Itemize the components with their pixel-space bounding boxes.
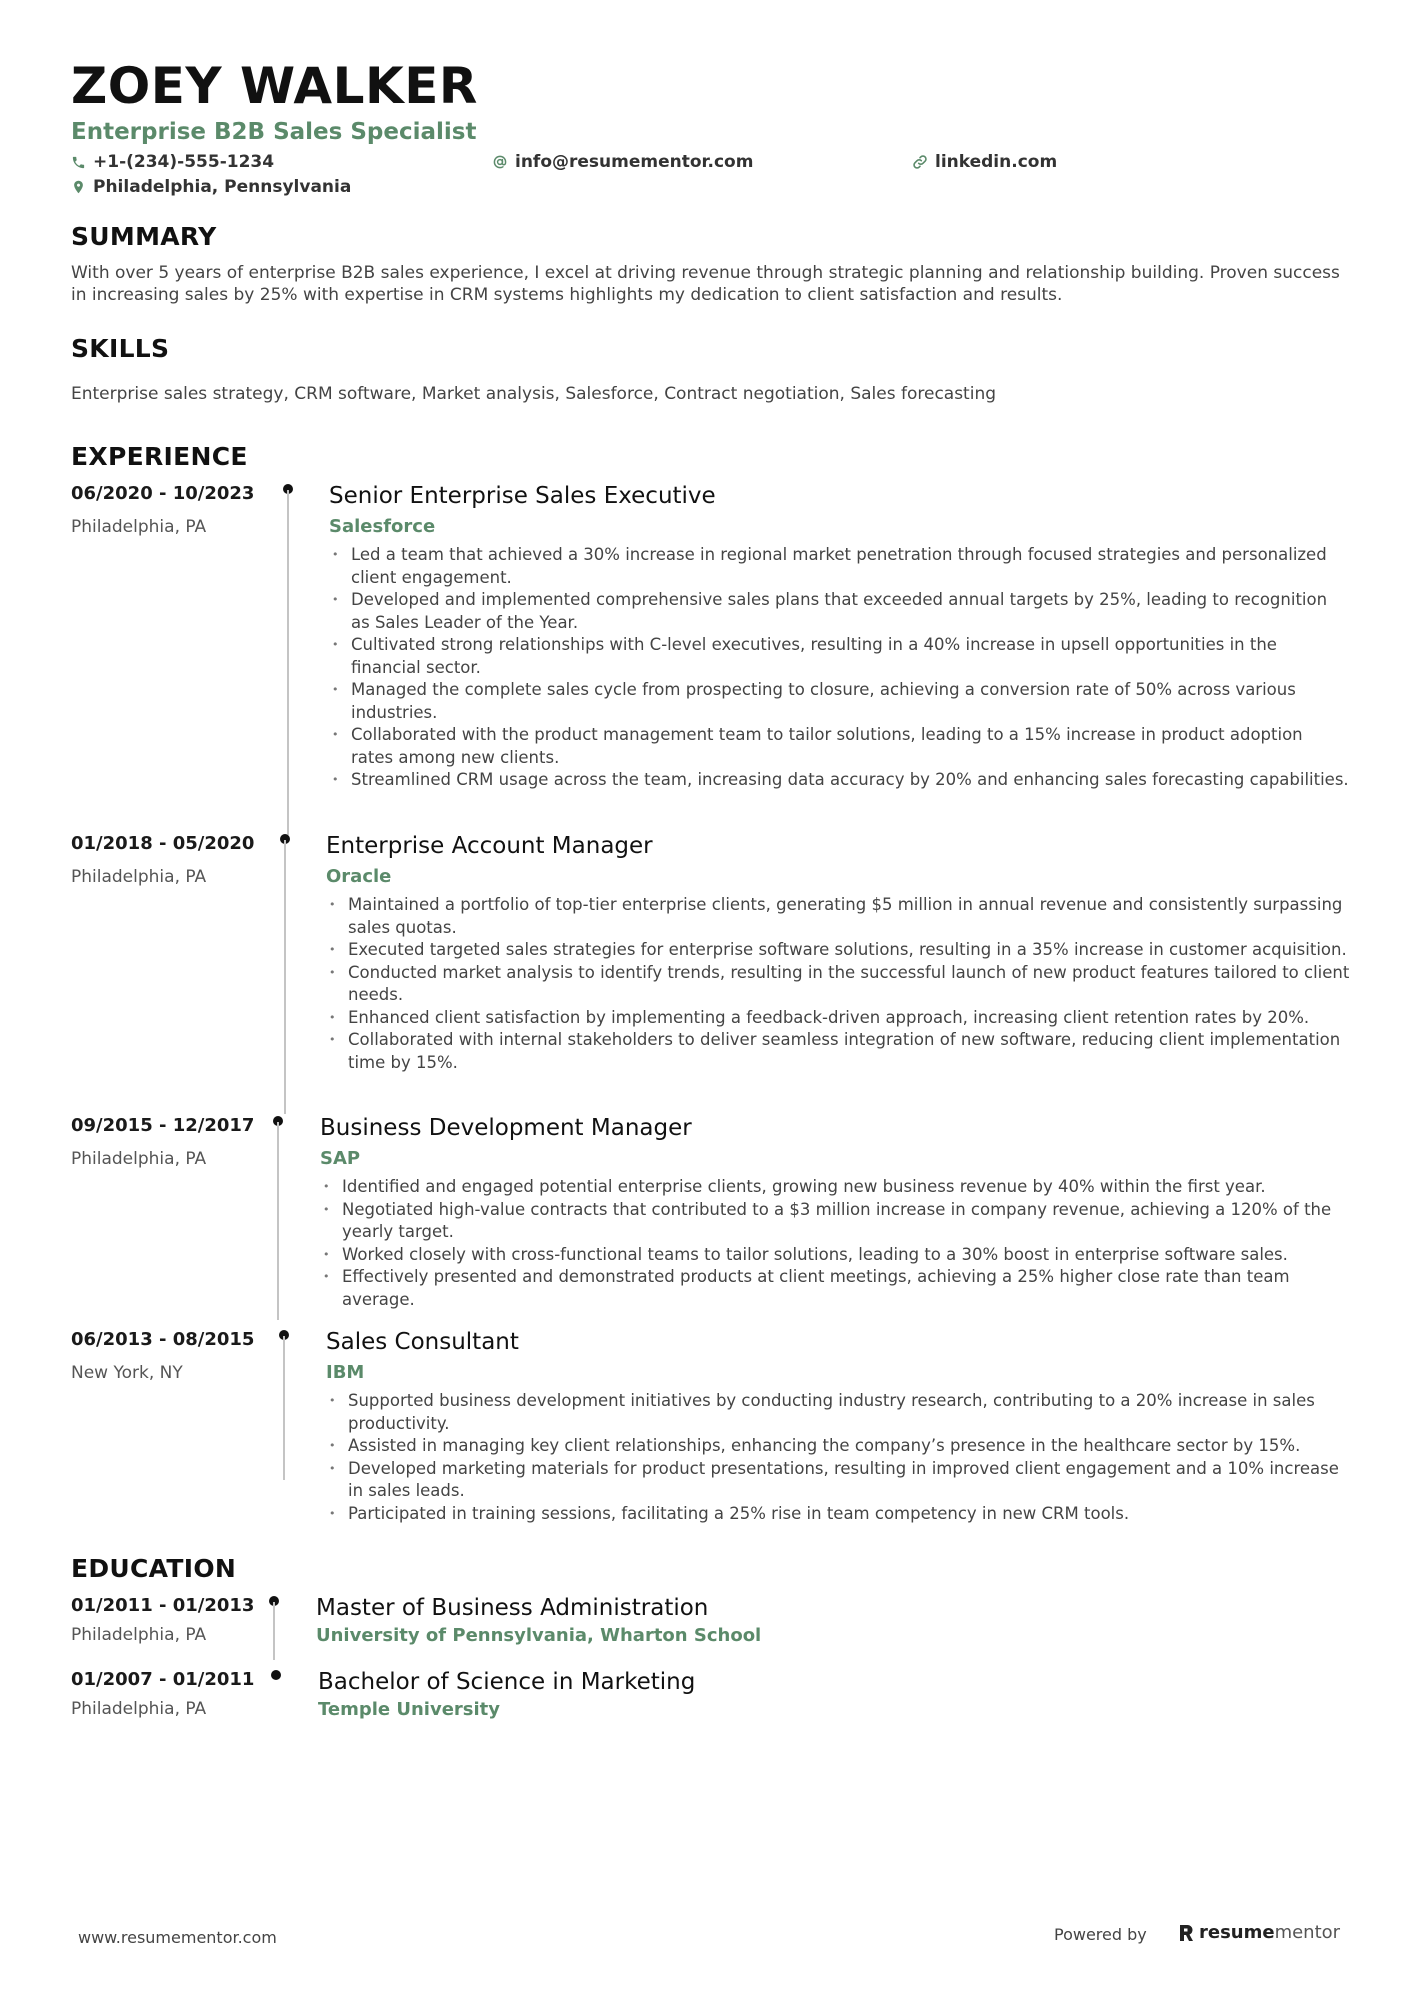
achievement-list (326, 1390, 1351, 1525)
company-name: IBM (326, 1362, 365, 1383)
phone-text: +1-(234)-555-1234 (93, 152, 275, 172)
education-heading: EDUCATION (71, 1554, 237, 1583)
achievement-list (326, 894, 1351, 1074)
degree-title: Master of Business Administration (316, 1595, 709, 1621)
email-text: info@resumementor.com (515, 152, 754, 172)
brand-name-bold: resume (1199, 1922, 1275, 1943)
experience-location: Philadelphia, PA (71, 867, 207, 887)
achievement-item: • Collaborated with internal stakeholders to deliver seamless integration of new software, reducing client implementation time by 15%. (326, 1029, 1351, 1074)
summary-heading: SUMMARY (71, 222, 217, 251)
job-title: Senior Enterprise Sales Executive (329, 483, 716, 509)
achievement-item: • Maintained a portfolio of top-tier enterprise clients, generating $5 million in annual revenue and consistently surpassing sales quotas. (326, 894, 1351, 939)
experience-heading: EXPERIENCE (71, 442, 248, 471)
achievement-list (320, 1176, 1350, 1311)
achievement-list (329, 544, 1349, 792)
link-icon (912, 154, 928, 170)
contact-email (492, 151, 753, 173)
achievement-item: • Effectively presented and demonstrated products at client meetings, achieving a 25% higher close rate than team average. (320, 1266, 1350, 1311)
brand-name-light: mentor (1274, 1922, 1341, 1943)
achievement-item: • Developed and implemented comprehensive sales plans that exceeded annual targets by 25%, leading to recognition as Sales Leader of the Year. (329, 589, 1349, 634)
experience-location: New York, NY (71, 1363, 183, 1383)
achievement-item: • Developed marketing materials for product presentations, resulting in improved client engagement and a 10% increase in sales leads. (326, 1458, 1351, 1503)
education-dates: 01/2007 - 01/2011 (71, 1669, 255, 1690)
experience-dates: 06/2013 - 08/2015 (71, 1329, 255, 1350)
job-title: Enterprise Account Manager (326, 833, 653, 859)
timeline-line (283, 1336, 285, 1480)
achievement-item: • Negotiated high-value contracts that contributed to a $3 million increase in company revenue, achieving a 120% of the yearly target. (320, 1199, 1350, 1244)
achievement-item: • Conducted market analysis to identify trends, resulting in the successful launch of new product features tailored to client needs. (326, 962, 1351, 1007)
resumementor-logo-icon (1178, 1924, 1194, 1942)
at-icon (492, 154, 508, 170)
location-text: Philadelphia, Pennsylvania (93, 177, 352, 197)
brand-logo[interactable] (1178, 1921, 1340, 1945)
achievement-item: • Identified and engaged potential enterprise clients, growing new business revenue by 40% within the first year. (320, 1176, 1350, 1199)
skills-text: Enterprise sales strategy, CRM software, Market analysis, Salesforce, Contract negotiation, Sales forecasting (71, 384, 997, 404)
phone-icon (71, 155, 86, 170)
education-location: Philadelphia, PA (71, 1625, 207, 1645)
achievement-item: • Worked closely with cross-functional teams to tailor solutions, leading to a 30% boost in enterprise software sales. (320, 1244, 1350, 1267)
school-name: Temple University (318, 1699, 501, 1720)
school-name: University of Pennsylvania, Wharton School (316, 1625, 762, 1646)
achievement-item: • Streamlined CRM usage across the team, increasing data accuracy by 20% and enhancing sales forecasting capabilities. (329, 769, 1349, 792)
experience-location: Philadelphia, PA (71, 517, 207, 537)
degree-title: Bachelor of Science in Marketing (318, 1669, 696, 1695)
timeline-line (277, 1122, 279, 1320)
achievement-item: • Executed targeted sales strategies for enterprise software solutions, resulting in a 35% increase in customer acquisition. (326, 939, 1351, 962)
summary-text: With over 5 years of enterprise B2B sales experience, I excel at driving revenue through strategic planning and relationship building. Proven success in increasing sales by 25% with expertise in CRM systems highlights my dedication to client satisfaction and results. (71, 263, 1340, 305)
timeline-line (284, 840, 286, 1114)
achievement-item: • Supported business development initiatives by conducting industry research, contributing to a 20% increase in sales productivity. (326, 1390, 1351, 1435)
company-name: Oracle (326, 866, 392, 887)
achievement-item: • Cultivated strong relationships with C-level executives, resulting in a 40% increase in upsell opportunities in the financial sector. (329, 634, 1349, 679)
contact-linkedin (912, 151, 1057, 173)
experience-dates: 09/2015 - 12/2017 (71, 1115, 255, 1136)
achievement-item: • Led a team that achieved a 30% increase in regional market penetration through focused strategies and personalized client engagement. (329, 544, 1349, 589)
achievement-item: • Assisted in managing key client relationships, enhancing the company’s presence in the healthcare sector by 15%. (326, 1435, 1351, 1458)
experience-dates: 01/2018 - 05/2020 (71, 833, 255, 854)
powered-by-label: Powered by (1054, 1925, 1147, 1944)
achievement-item: • Participated in training sessions, facilitating a 25% rise in team competency in new CRM tools. (326, 1503, 1351, 1526)
experience-location: Philadelphia, PA (71, 1149, 207, 1169)
footer-website-link[interactable]: www.resumementor.com (78, 1928, 277, 1947)
contact-location (71, 176, 351, 198)
linkedin-text: linkedin.com (935, 152, 1058, 172)
education-location: Philadelphia, PA (71, 1699, 207, 1719)
experience-dates: 06/2020 - 10/2023 (71, 483, 255, 504)
candidate-name: ZOEY WALKER (71, 57, 478, 115)
job-title: Business Development Manager (320, 1115, 692, 1141)
timeline-dot (271, 1670, 281, 1680)
timeline-line (273, 1602, 275, 1660)
skills-heading: SKILLS (71, 334, 170, 363)
achievement-item: • Collaborated with the product management team to tailor solutions, leading to a 15% increase in product adoption rates among new clients. (329, 724, 1349, 769)
contact-phone (71, 151, 274, 173)
achievement-item: • Enhanced client satisfaction by implementing a feedback-driven approach, increasing client retention rates by 20%. (326, 1007, 1351, 1030)
location-pin-icon (71, 179, 86, 195)
achievement-item: • Managed the complete sales cycle from prospecting to closure, achieving a conversion rate of 50% across various industries. (329, 679, 1349, 724)
candidate-role: Enterprise B2B Sales Specialist (71, 119, 477, 145)
job-title: Sales Consultant (326, 1329, 519, 1355)
company-name: Salesforce (329, 516, 436, 537)
timeline-line (287, 490, 289, 835)
education-dates: 01/2011 - 01/2013 (71, 1595, 255, 1616)
company-name: SAP (320, 1148, 361, 1169)
